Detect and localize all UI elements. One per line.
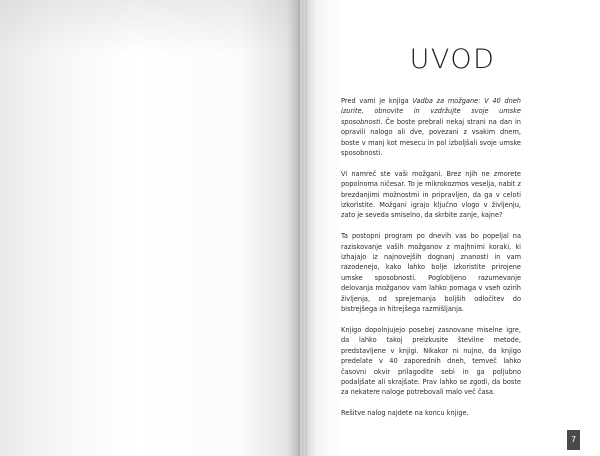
book-title-italic: Vadba za možgane: V 40 dneh izurite, obnovite in vzdržujte svoje umske sposobnosti — [341, 97, 521, 126]
right-page — [305, 0, 600, 456]
paragraph-intro-before: Pred vami je knjiga — [341, 97, 413, 105]
paragraph-intro-after: . Če boste prebrali nekaj strani na dan in opravili nalogo ali dve, povezani z vsakim dnem, boste v manj kot mesecu in pol izboljšali svoje umske sposobnosti. — [341, 117, 521, 158]
paragraph-program: Ta postopni program po dnevih vas bo popeljal na raziskovanje vaših možganov z majhnimi koraki, ki izhajajo iz najnovejših dognanj znanosti in vam razodenejo, kako lahko bolje izkoristite prirojene umske sposobnosti. Poglobljeno razumevanje delovanja možganov vam lahko pomaga v vseh ozirih življenja, od sprejemanja boljših odločitev do bistrejšega in hitrejšega razmišljanja. — [341, 232, 521, 314]
chapter-title: UVOD — [409, 44, 496, 75]
paragraph-intro — [341, 96, 521, 158]
body-text — [341, 96, 521, 429]
page-number-badge: 7 — [567, 430, 580, 450]
paragraph-solutions: Rešitve nalog najdete na koncu knjige. — [341, 409, 469, 418]
paragraph-games: Knjigo dopolnjujejo posebej zasnovane miselne igre, da lahko takoj preizkusite številne metode, predstavljene v knjigi. Nikakor ni nujno, da knjigo predelate v 40 zaporednih dneh, temveč lahko časovni okvir prilagodite sebi in ga poljubno podaljšate ali skrajšate. Prav lahko se zgodi, da boste za nekatere naloge potrebovali malo več časa. — [341, 325, 521, 397]
book-gutter-shadow — [286, 0, 316, 456]
paragraph-brain: Vi namreč ste vaši možgani. Brez njih ne zmorete popolnoma ničesar. To je mikrokozmos veselja, nabit z brezdanjimi možnostmi in pripravljen, da ga v celoti izkoristite. Možgani igrajo ključno vlogo v življenju, zato je seveda smiselno, da skrbite zanje, kajne? — [341, 169, 521, 220]
